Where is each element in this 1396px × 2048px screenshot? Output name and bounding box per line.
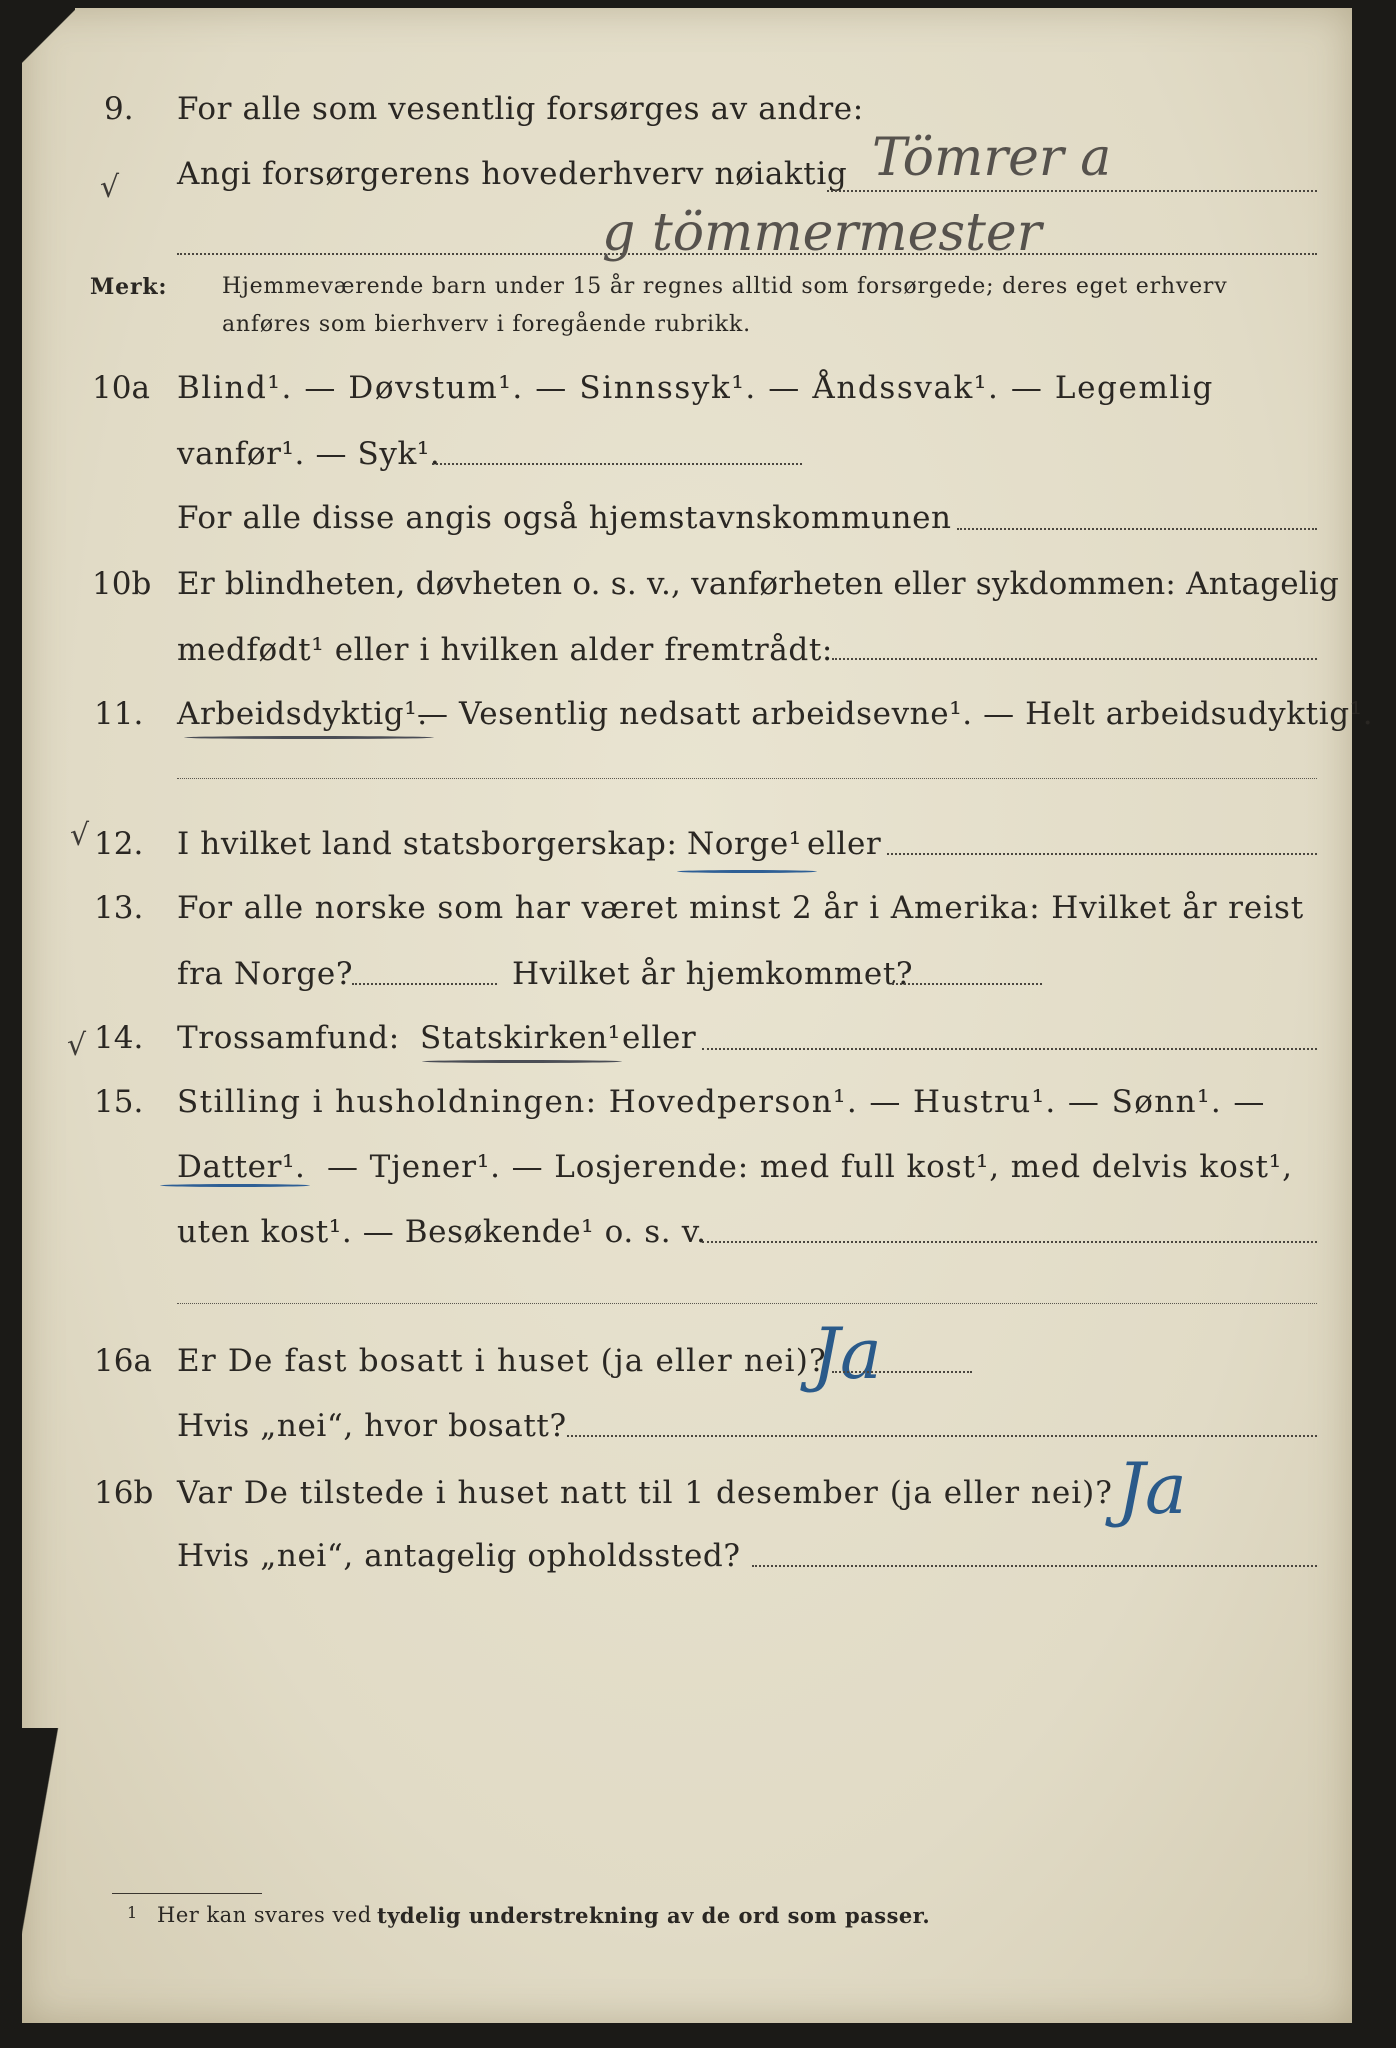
footnote-text-a: Her kan svares ved <box>157 1903 372 1927</box>
q13-number: 13. <box>94 890 144 926</box>
q16a-line1: Er De fast bosatt i huset (ja eller nei)? <box>177 1343 827 1379</box>
footnote-text-b-bold: tydelig understrekning av de ord som passer. <box>377 1903 931 1928</box>
merk-line1: Hjemmeværende barn under 15 år regnes alltid som forsørgede; deres eget erhverv <box>222 274 1228 299</box>
q10b-answer-line <box>832 658 1317 660</box>
q14-underline-mark <box>422 1060 622 1063</box>
q14-answer-line <box>702 1048 1317 1050</box>
q15-underline-mark <box>160 1184 310 1187</box>
q13-line2b: Hvilket år hjemkommet? <box>512 956 914 992</box>
q14-tail: eller <box>622 1020 697 1056</box>
q15-option-datter: Datter¹. <box>177 1149 306 1185</box>
q16a-line2: Hvis „nei“, hvor bosatt? <box>177 1408 567 1444</box>
q15-line2-rest: — Tjener¹. — Losjerende: med full kost¹, med delvis kost¹, <box>327 1149 1293 1185</box>
q16b-answer-line <box>752 1565 1317 1567</box>
q10a-line3: For alle disse angis også hjemstavnskommunen <box>177 500 952 536</box>
q12-tail: eller <box>807 826 882 862</box>
q12-underline-mark <box>677 870 817 873</box>
q13-answer-line-2 <box>892 983 1042 985</box>
q9-answer-line-1 <box>827 190 1317 192</box>
q16b-handwritten-answer: Ja <box>1117 1448 1187 1530</box>
merk-line2: anføres som bierhverv i foregående rubrikk. <box>222 312 751 337</box>
q15-answer-line-2 <box>177 1303 1317 1304</box>
q15-line3: uten kost¹. — Besøkende¹ o. s. v. <box>177 1214 707 1250</box>
q14-option-statskirken: Statskirken¹ <box>420 1020 621 1056</box>
q16a-number: 16a <box>94 1343 152 1379</box>
q14-text: Trossamfund: <box>177 1020 400 1056</box>
merk-label: Merk: <box>90 274 168 300</box>
q10a-number: 10a <box>92 370 150 406</box>
q16b-line1: Var De tilstede i huset natt til 1 desember (ja eller nei)? <box>177 1475 1113 1511</box>
q16a-answer-line-1 <box>832 1371 972 1373</box>
q9-line1: For alle som vesentlig forsørges av andre: <box>177 91 864 127</box>
q11-underline-mark <box>184 736 434 739</box>
q9-handwritten-answer-2: g tömmermester <box>602 203 1042 263</box>
footnote-mark: 1 <box>127 1903 138 1922</box>
q10a-line1: Blind¹. — Døvstum¹. — Sinnssyk¹. — Åndssvak¹. — Legemlig <box>177 370 1214 406</box>
q14-number: 14. <box>94 1020 144 1056</box>
q11-rest: — Vesentlig nedsatt arbeidsevne¹. — Helt arbeidsudyktig¹. <box>417 696 1374 732</box>
q15-answer-line-1 <box>702 1241 1317 1243</box>
census-form-page <box>22 8 1374 2023</box>
q16b-line2: Hvis „nei“, antagelig opholdssted? <box>177 1538 741 1574</box>
q11-answer-line <box>177 778 1317 779</box>
q10b-line2: medfødt¹ eller i hvilken alder fremtrådt: <box>177 632 833 668</box>
q12-option-norge: Norge¹ <box>687 826 802 862</box>
footnote-rule <box>112 1893 262 1894</box>
q12-text: I hvilket land statsborgerskap: <box>177 826 678 862</box>
q16a-handwritten-answer: Ja <box>812 1313 882 1395</box>
q9-line2: Angi forsørgerens hovederhverv nøiaktig <box>177 156 848 192</box>
q13-line1: For alle norske som har været minst 2 år i Amerika: Hvilket år reist <box>177 890 1305 926</box>
q11-option-arbeidsdyktig: Arbeidsdyktig¹. <box>177 696 428 732</box>
q16b-number: 16b <box>94 1475 154 1511</box>
q13-answer-line-1 <box>352 983 497 985</box>
q10a-line2: vanfør¹. — Syk¹. <box>177 436 441 472</box>
q15-line1: Stilling i husholdningen: Hovedperson¹. — Hustru¹. — Sønn¹. — <box>177 1084 1266 1120</box>
q13-line2a: fra Norge? <box>177 956 354 992</box>
q12-answer-line <box>887 853 1317 855</box>
q10b-line1: Er blindheten, døvheten o. s. v., vanførheten eller sykdommen: Antagelig <box>177 566 1340 602</box>
q10a-answer-line-1 <box>432 463 802 465</box>
q12-number: 12. <box>94 826 144 862</box>
footnote-text-b <box>377 1903 930 1928</box>
margin-check-q12: √ <box>70 818 90 853</box>
margin-check-q14: √ <box>67 1028 87 1063</box>
q10b-number: 10b <box>92 566 152 602</box>
q10a-answer-line-2 <box>957 528 1317 530</box>
q11-number: 11. <box>94 696 144 732</box>
torn-edge <box>18 1728 78 2028</box>
q9-number: 9. <box>104 91 134 127</box>
q9-handwritten-answer-1: Tömrer a <box>872 128 1112 188</box>
q16a-answer-line-2 <box>567 1435 1317 1437</box>
margin-check-q9: √ <box>100 170 120 205</box>
q15-number: 15. <box>94 1084 144 1120</box>
